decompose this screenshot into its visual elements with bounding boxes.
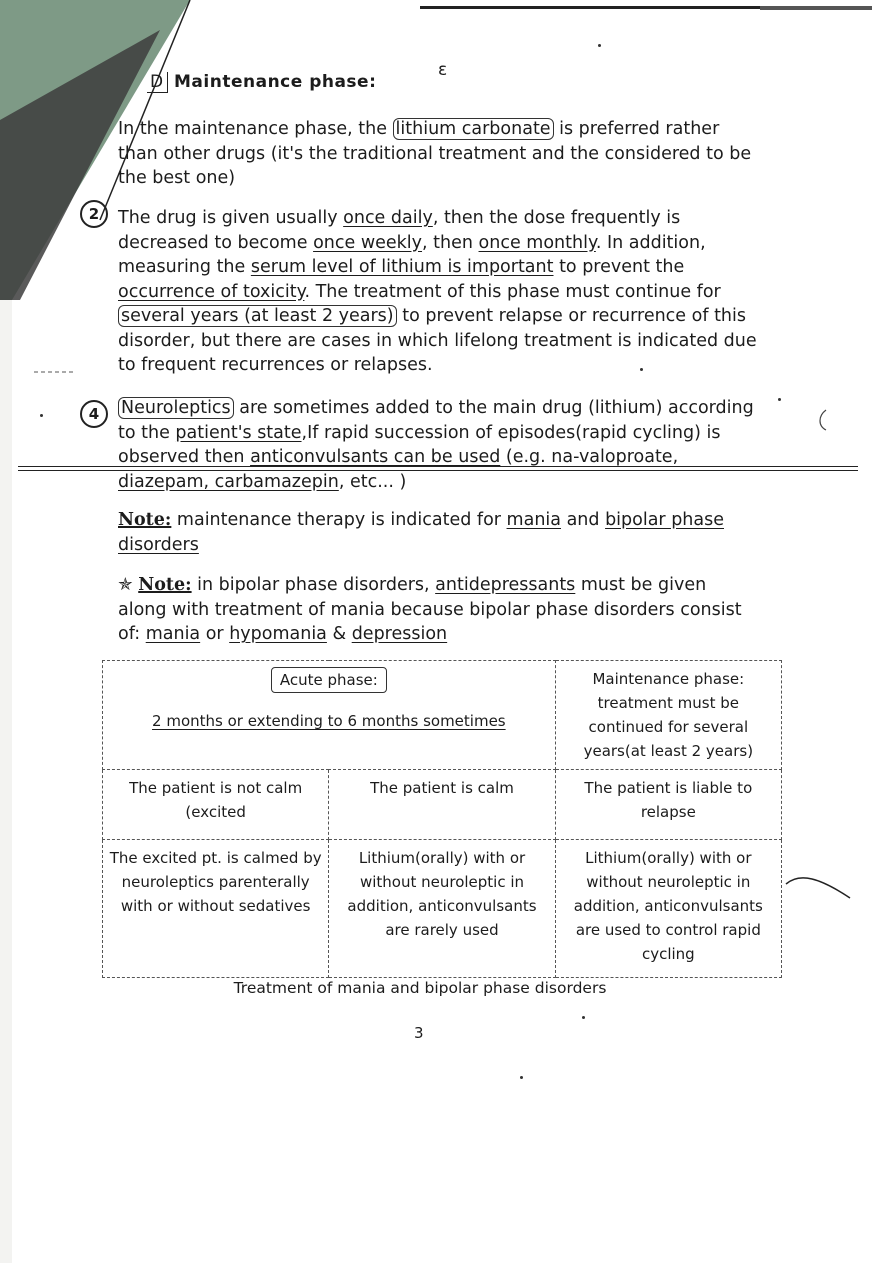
table-cell: Lithium(orally) with or without neuroleptic in addition, anticonvulsants are used to control rapid cycling — [555, 840, 781, 978]
table-cell: The excited pt. is calmed by neuroleptics parenterally with or without sedatives — [103, 840, 329, 978]
paragraph-3: Neuroleptics are sometimes added to the main drug (lithium) according to the patient's state,If rapid succession of episodes(rapid cycling) is observed then anticonvulsants can be used (e.g. na-valoproate, diazepam, carbamazepin, etc... ) — [118, 398, 754, 492]
boxed-duration: several years (at least 2 years) — [118, 305, 397, 327]
section-number: D — [147, 72, 168, 93]
boxed-neuroleptics: Neuroleptics — [118, 397, 234, 419]
star-icon: ✯ — [118, 575, 139, 595]
boxed-term: lithium carbonate — [393, 118, 554, 140]
note-2: ✯ Note: in bipolar phase disorders, antidepressants must be given along with treatment of mania because bipolar phase disorders consist of: mania or hypomania & depression — [118, 575, 742, 644]
page-mark: ε — [438, 60, 448, 80]
paragraph-1: In the maintenance phase, the lithium carbonate is preferred rather than other drugs (it's the traditional treatment and the considered to be the best one) — [118, 119, 752, 188]
speck — [778, 398, 781, 401]
note-label: Note: — [118, 510, 172, 530]
page-number: 3 — [414, 1024, 424, 1042]
speck — [40, 414, 43, 417]
acute-phase-header: Acute phase: — [271, 667, 387, 693]
table-cell: The patient is not calm (excited — [103, 770, 329, 840]
circled-number-2: 2 — [80, 200, 108, 228]
speck — [640, 368, 643, 371]
paragraph-2: The drug is given usually once daily, then the dose frequently is decreased to become once weekly, then once monthly. In addition, measuring the serum level of lithium is important to prevent the occurrence of toxicity. The treatment of this phase must continue for several years (at least 2 years) to prevent relapse or recurrence of this disorder, but there are cases in which lifelong treatment is indicated due to frequent recurrences or relapses. — [118, 208, 757, 375]
table-cell: The patient is liable to relapse — [555, 770, 781, 840]
acute-phase-duration: 2 months or extending to 6 months sometimes — [152, 712, 506, 730]
speck — [520, 1076, 523, 1079]
maintenance-phase-cell: Maintenance phase: treatment must be continued for several years(at least 2 years) — [555, 661, 781, 770]
speck — [582, 1016, 585, 1019]
margin-scribble — [786, 878, 850, 898]
table-cell: Lithium(orally) with or without neuroleptic in addition, anticonvulsants are rarely used — [329, 840, 555, 978]
table-caption: Treatment of mania and bipolar phase disorders — [233, 979, 607, 997]
speck — [598, 44, 601, 47]
section-title: Maintenance phase: — [174, 72, 377, 92]
note-1: Note: maintenance therapy is indicated for mania and bipolar phase disorders — [118, 510, 724, 555]
circled-number-4: 4 — [80, 400, 108, 428]
table-cell: The patient is calm — [329, 770, 555, 840]
margin-bracket — [820, 410, 826, 430]
note-label: Note: — [138, 575, 192, 595]
